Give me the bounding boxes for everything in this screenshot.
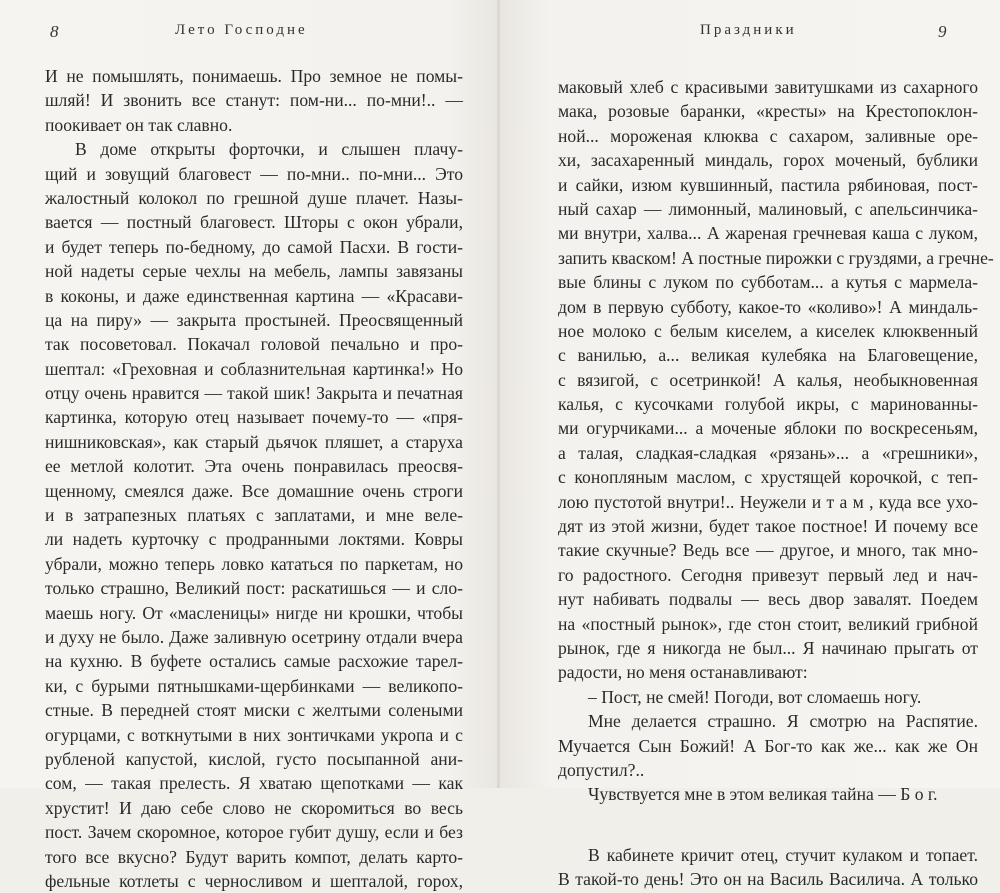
text-line: И не помышлять, понимаешь. Про земное не помы-	[45, 66, 463, 86]
text-line: только страшно, Великий пост: раскатишься — и сло-	[45, 578, 463, 599]
text-line: сом, — такая прелесть. Я хватаю щепотками — как	[45, 773, 463, 794]
text-line: щенному, смеялся даже. Все домашние очень строги	[45, 480, 463, 501]
text-line: с вязигой, с осетринкой! А калья, необыкновенная	[558, 369, 978, 390]
text-line: такие скучные? Ведь все — другое, и много, так мно-	[558, 540, 978, 561]
text-line: рынок, где я никогда не был... Я начинаю прыгать от	[558, 637, 978, 658]
text-line: на «постный рынок», где стон стоит, великий грибной	[558, 613, 978, 634]
text-line: дом в первую субботу, какое-то «коливо»! А миндаль-	[558, 296, 978, 317]
text-line: на кухню. В буфете остались самые расхожие тарел-	[45, 651, 463, 672]
text-line: и будет теперь по-бедному, до самой Пасхи. В гости-	[45, 236, 463, 257]
page-number: 9	[938, 22, 947, 41]
text-line: допустил?..	[558, 759, 645, 780]
text-line: запить кваском! А постные пирожки с груздями, а гречне-	[558, 247, 994, 268]
section-break	[558, 807, 978, 843]
text-line: Мне делается страшно. Я смотрю на Распятие.	[588, 711, 978, 732]
text-line: вается — постный благовест. Шторы с окон убрали,	[45, 212, 463, 233]
text-line: мака, розовые баранки, «кресты» на Крестопоклон-	[558, 101, 978, 122]
text-line: го радостного. Сегодня привезут первый лед и нач-	[558, 564, 978, 585]
text-line: стные. В передней стоят миски с желтыми солеными	[45, 700, 463, 721]
running-head: Праздники	[700, 22, 797, 38]
text-line: ной надеты серые чехлы на мебель, лампы завязаны	[45, 261, 463, 282]
text-line: ки, с бурыми пятнышками-щербинками — великопо-	[45, 675, 463, 696]
text-line: с конопляным маслом, с хрустящей корочкой, с теп-	[558, 467, 978, 488]
text-line: отцу очень нравится — такой шик! Закрыта и печатная	[45, 383, 463, 404]
text-line: в коконы, и даже единственная картина — «Красави-	[45, 285, 463, 306]
text-line: щий и зовущий благовест — по-мни.. по-мни... Это	[45, 163, 463, 184]
left-page	[0, 0, 498, 891]
right-page	[500, 0, 1000, 890]
text-line: вые блины с луком по субботам... а кутья с мармела-	[558, 272, 978, 293]
running-head: Лето Господне	[175, 22, 308, 38]
text-line: В кабинете кричит отец, стучит кулаком и топает.	[588, 844, 978, 865]
text-line: а талая, сладкая-сладкая «рязань»... а «грешники»,	[558, 442, 978, 463]
text-line: нишниковская», как старый дьячок пляшет, а старуха	[45, 431, 463, 452]
text-line: шептал: «Греховная и соблазнительная картинка!» Но	[45, 358, 463, 379]
text-line: ми огурчиками... а моченые яблоки по воскресеньям,	[558, 418, 978, 439]
text-line: ли надеть курточку с продранными локтями. Ковры	[45, 529, 463, 550]
text-line: шляй! И звонить все станут: пом-ни... по-мни!.. —	[45, 90, 463, 111]
text-line: того все вкусно? Будут варить компот, делать карто-	[45, 846, 463, 867]
text-line: ми внутри, халва... А жареная гречневая каша с луком,	[558, 223, 978, 244]
text-line: маешь ногу. От «масленицы» нигде ни крошки, чтобы	[45, 602, 463, 623]
text-line: лою пустотой внутри!.. Неужели и т а м , куда все ухо-	[558, 491, 978, 512]
text-line: калья, с кусочками голубой икры, с маринованны-	[558, 394, 978, 415]
text-line: огурцами, с воткнутыми в них зонтичками укропа и с	[45, 724, 463, 745]
text-line: В доме открыты форточки, и слышен плачу-	[75, 139, 463, 160]
text-line: дят из этой жизни, будет такое постное! И почему все	[558, 516, 978, 537]
text-line: хрустит! И даю себе слово не скоромиться во весь	[45, 797, 463, 818]
text-line: рубленой капустой, кислой, густо посыпанной ани-	[45, 748, 463, 769]
text-line: радости, но меня останавливают:	[558, 662, 808, 683]
text-line: убрали, можно теперь ловко кататься по паркетам, но	[45, 553, 463, 574]
text-line: и в затрапезных платьях с заплатами, и мне веле-	[45, 505, 463, 526]
text-line: ца на пиру» — закрыта простыней. Преосвященный	[45, 309, 463, 330]
body-text	[45, 64, 463, 893]
text-line: Мучается Сын Божий! А Бог-то как же... как же Он	[558, 735, 978, 756]
text-line: ный сахар — лимонный, малиновый, с апельсинчика-	[558, 198, 978, 219]
text-line: с ванилью, а... великая кулебяка на Благовещение,	[558, 345, 978, 366]
text-line: фельные котлеты с черносливом и шепталой, горох,	[45, 870, 463, 891]
text-line: так посоветовал. Покачал головой печально и про-	[45, 334, 463, 355]
page-number: 8	[50, 22, 59, 41]
text-line: поокивает он так славно.	[45, 114, 233, 135]
text-line: нут набивать подвалы — весь двор завалят. Поедем	[558, 589, 978, 610]
text-line: ное молоко с белым киселем, а киселек клюквенный	[558, 320, 978, 341]
text-line: Чувствуется мне в этом великая тайна — Б о г.	[588, 784, 938, 805]
text-line: хи, засахаренный миндаль, горох моченый, бублики	[558, 150, 978, 171]
text-line: жалостный колокол по грешной душе плачет. Назы-	[45, 187, 463, 208]
text-line: В такой-то день! Это он на Василь Василича. А только	[558, 869, 978, 890]
body-text	[558, 75, 994, 892]
text-line: ее метлой колотит. Эта очень понравилась преосвя-	[45, 456, 463, 477]
text-line: маковый хлеб с красивыми завитушками из сахарного	[558, 77, 978, 97]
text-line: и духу не было. Даже заливную осетрину отдали вчера	[45, 626, 463, 647]
text-line: – Пост, не смей! Погоди, вот сломаешь ногу.	[588, 686, 922, 707]
text-line: пост. Зачем скоромное, которое губит душу, если и без	[45, 822, 463, 843]
text-line: картинка, которую отец называет почему-то — «пря-	[45, 407, 463, 428]
text-line: ной... мороженая клюква с сахаром, заливные оре-	[558, 125, 978, 146]
text-line: и сайки, изюм кувшинный, пастила рябиновая, пост-	[558, 174, 978, 195]
